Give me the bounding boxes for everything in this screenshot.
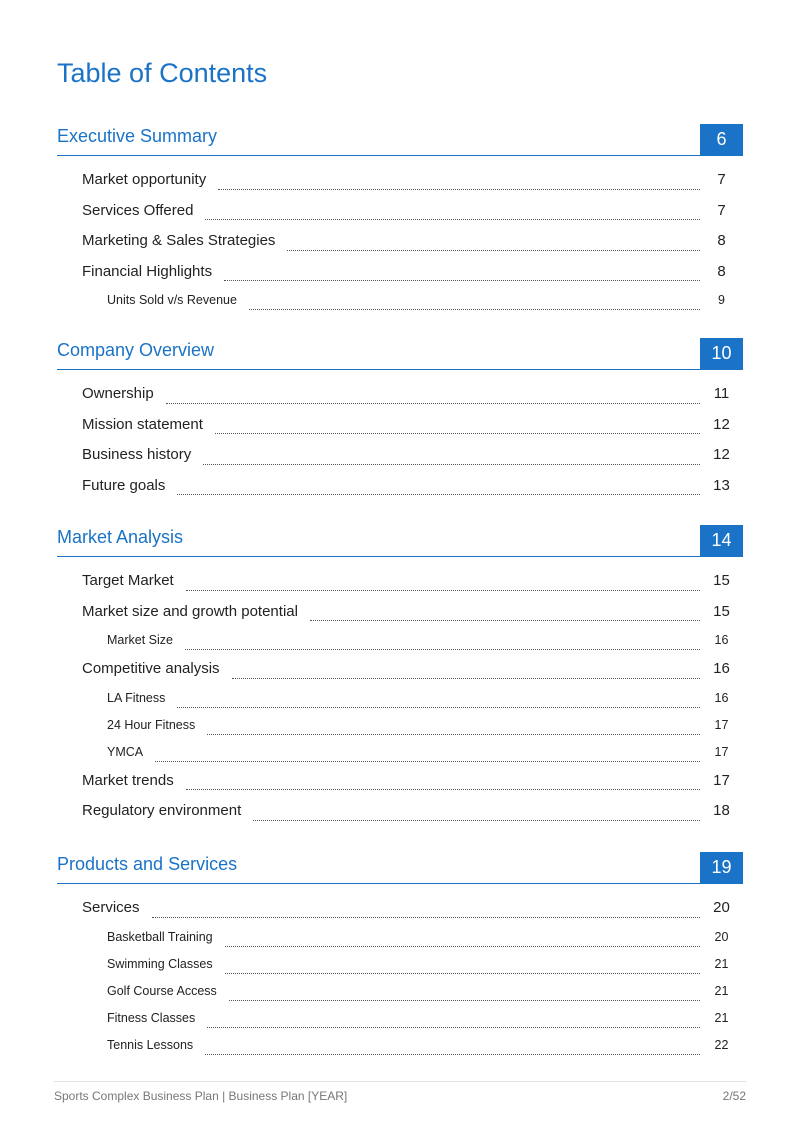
- toc-entry-label[interactable]: Units Sold v/s Revenue: [107, 293, 237, 307]
- toc-entry-page-number: 15: [713, 572, 730, 589]
- toc-entry[interactable]: [57, 660, 743, 691]
- dot-leader: [166, 403, 700, 404]
- dot-leader: [225, 946, 700, 947]
- dot-leader: [225, 973, 700, 974]
- toc-entry-label[interactable]: Target Market: [82, 572, 174, 589]
- toc-entry[interactable]: [57, 263, 743, 294]
- section-entries: [57, 370, 743, 507]
- footer-document-title: Sports Complex Business Plan | Business Plan [YEAR]: [54, 1089, 348, 1103]
- dot-leader: [177, 494, 700, 495]
- toc-entry-label[interactable]: 24 Hour Fitness: [107, 717, 196, 732]
- toc-entry-label[interactable]: Competitive analysis: [82, 660, 220, 677]
- toc-entry[interactable]: [57, 572, 743, 603]
- toc-subentry[interactable]: [57, 745, 743, 772]
- toc-subentry[interactable]: [57, 1011, 743, 1038]
- toc-entry-label[interactable]: Market trends: [82, 771, 174, 789]
- toc-entry[interactable]: [57, 802, 743, 833]
- toc-entry[interactable]: [57, 772, 743, 803]
- dot-leader: [249, 309, 700, 310]
- toc-entry-page-number: 21: [714, 983, 729, 998]
- dot-leader: [205, 219, 700, 220]
- dot-leader: [207, 1027, 700, 1028]
- toc-entry-label[interactable]: Fitness Classes: [107, 1010, 196, 1025]
- dot-leader: [186, 789, 700, 790]
- toc-section-products-and-services: [57, 852, 743, 1065]
- dot-leader: [155, 761, 700, 762]
- toc-entry-page-number: 16: [714, 633, 729, 647]
- toc-entry-label[interactable]: Future goals: [82, 476, 166, 494]
- footer-page-number: 2/52: [722, 1089, 746, 1103]
- toc-entry-page-number: 20: [714, 929, 729, 944]
- toc-entry-page-number: 17: [713, 771, 730, 789]
- toc-entry-page-number: 7: [717, 171, 726, 188]
- toc-entry-page-number: 12: [713, 446, 730, 463]
- toc-entry-page-number: 15: [713, 602, 730, 620]
- toc-entry-page-number: 12: [713, 415, 730, 433]
- toc-entry-page-number: 13: [713, 476, 730, 494]
- toc-entry-page-number: 8: [717, 232, 726, 249]
- dot-leader: [287, 250, 700, 251]
- toc-section-market-analysis: [57, 525, 743, 833]
- toc-entry[interactable]: [57, 477, 743, 508]
- toc-subentry[interactable]: [57, 691, 743, 718]
- toc-entry-page-number: 17: [714, 717, 729, 732]
- section-entries: [57, 884, 743, 1065]
- toc-entry-label[interactable]: Services Offered: [82, 201, 194, 219]
- toc-subentry[interactable]: [57, 957, 743, 984]
- toc-subentry[interactable]: [57, 718, 743, 745]
- dot-leader: [218, 189, 700, 190]
- toc-entry[interactable]: [57, 416, 743, 447]
- dot-leader: [186, 590, 700, 591]
- dot-leader: [185, 649, 700, 650]
- section-header[interactable]: [57, 124, 743, 156]
- toc-entry-page-number: 17: [714, 744, 729, 759]
- toc-entry-label[interactable]: Regulatory environment: [82, 802, 242, 819]
- toc-entry-label[interactable]: Tennis Lessons: [107, 1037, 194, 1052]
- section-header[interactable]: [57, 338, 743, 370]
- toc-entry[interactable]: [57, 899, 743, 930]
- toc-entry-label[interactable]: Market size and growth potential: [82, 602, 298, 620]
- toc-entry-label[interactable]: Basketball Training: [107, 929, 213, 944]
- section-header[interactable]: [57, 852, 743, 884]
- toc-subentry[interactable]: [57, 293, 743, 320]
- section-title[interactable]: Market Analysis: [57, 527, 184, 547]
- section-page-number: 10: [700, 338, 743, 369]
- toc-entry[interactable]: [57, 603, 743, 634]
- dot-leader: [229, 1000, 700, 1001]
- toc-entry-label[interactable]: Market Size: [107, 633, 173, 647]
- dot-leader: [253, 820, 700, 821]
- section-title[interactable]: Company Overview: [57, 340, 215, 360]
- toc-entry-label[interactable]: Ownership: [82, 385, 154, 402]
- toc-subentry[interactable]: [57, 984, 743, 1011]
- dot-leader: [207, 734, 700, 735]
- dot-leader: [205, 1054, 700, 1055]
- toc-entry[interactable]: [57, 202, 743, 233]
- toc-entry-label[interactable]: YMCA: [107, 744, 144, 759]
- toc-entry-page-number: 11: [713, 385, 730, 402]
- toc-subentry[interactable]: [57, 633, 743, 660]
- toc-entry-page-number: 9: [718, 293, 725, 307]
- toc-entry[interactable]: [57, 171, 743, 202]
- toc-subentry[interactable]: [57, 930, 743, 957]
- toc-entry-page-number: 21: [714, 956, 729, 971]
- toc-entry-label[interactable]: Services: [82, 899, 140, 916]
- toc-section-executive-summary: [57, 124, 743, 320]
- toc-entry-label[interactable]: Market opportunity: [82, 171, 207, 188]
- toc-entry-page-number: 20: [713, 899, 730, 916]
- dot-leader: [177, 707, 700, 708]
- section-title[interactable]: Products and Services: [57, 854, 238, 874]
- toc-entry-page-number: 7: [717, 201, 726, 219]
- page-footer: [54, 1081, 746, 1103]
- page-title: Table of Contents: [57, 58, 268, 88]
- toc-entry-page-number: 8: [717, 262, 726, 280]
- toc-entry-page-number: 22: [714, 1037, 729, 1052]
- toc-entry-label[interactable]: Swimming Classes: [107, 956, 213, 971]
- toc-entry-page-number: 18: [713, 802, 730, 819]
- section-page-number: 19: [700, 852, 743, 883]
- toc-subentry[interactable]: [57, 1038, 743, 1065]
- section-entries: [57, 156, 743, 320]
- toc-entry[interactable]: [57, 446, 743, 477]
- toc-entry-label[interactable]: Mission statement: [82, 415, 203, 433]
- dot-leader: [203, 464, 700, 465]
- toc-entry-page-number: 21: [714, 1010, 729, 1025]
- dot-leader: [310, 620, 700, 621]
- section-title[interactable]: Executive Summary: [57, 126, 218, 146]
- dot-leader: [152, 917, 700, 918]
- dot-leader: [224, 280, 700, 281]
- toc-entry-page-number: 16: [714, 690, 729, 705]
- toc-entry-page-number: 16: [713, 660, 730, 677]
- toc-entry-label[interactable]: Financial Highlights: [82, 262, 213, 280]
- dot-leader: [232, 678, 700, 679]
- dot-leader: [215, 433, 700, 434]
- section-header[interactable]: [57, 525, 743, 557]
- section-entries: [57, 557, 743, 833]
- toc-entry[interactable]: [57, 232, 743, 263]
- toc-section-company-overview: [57, 338, 743, 507]
- toc-entry-label[interactable]: LA Fitness: [107, 690, 166, 705]
- section-page-number: 6: [700, 124, 743, 155]
- toc-entry-label[interactable]: Golf Course Access: [107, 983, 217, 998]
- toc-entry[interactable]: [57, 385, 743, 416]
- toc-entry-label[interactable]: Marketing & Sales Strategies: [82, 232, 276, 249]
- toc-entry-label[interactable]: Business history: [82, 446, 192, 463]
- section-page-number: 14: [700, 525, 743, 556]
